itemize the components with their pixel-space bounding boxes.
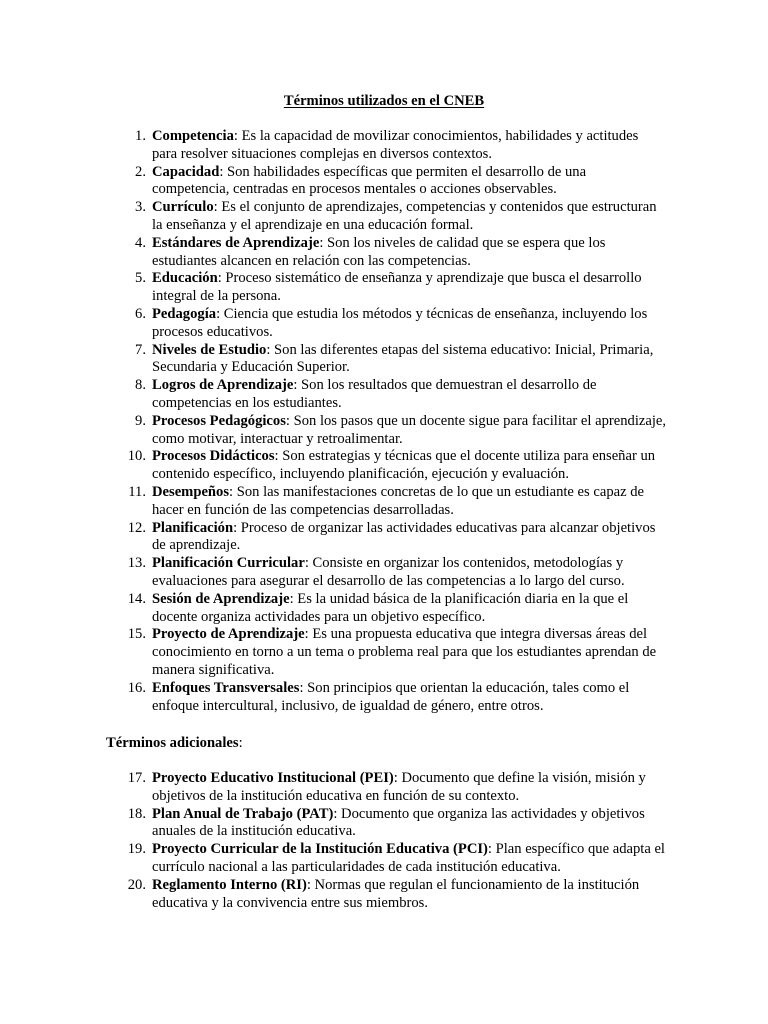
term-name: Logros de Aprendizaje — [152, 377, 294, 394]
term-number: 8. — [135, 377, 146, 394]
term-definition: : Proceso sistemático de enseñanza y aprendizaje que busca el desarrollo integral de la persona. — [152, 270, 642, 305]
term-item — [106, 877, 666, 913]
term-name: Plan Anual de Trabajo (PAT) — [152, 805, 334, 822]
term-definition: : Son las manifestaciones concretas de lo que un estudiante es capaz de hacer en función de las competencias desarrolladas. — [152, 483, 644, 518]
term-number: 1. — [135, 128, 146, 144]
term-name: Estándares de Aprendizaje — [152, 234, 320, 251]
term-name: Proyecto Curricular de la Institución Educativa (PCI) — [152, 841, 488, 858]
term-definition: : Normas que regulan el funcionamiento de la institución educativa y la convivencia entre sus miembros. — [152, 876, 640, 911]
term-item — [106, 484, 666, 520]
term-item — [106, 413, 666, 449]
term-item — [106, 199, 666, 235]
term-definition: : Documento que organiza las actividades y objetivos anuales de la institución educativa. — [152, 805, 645, 840]
term-definition: : Proceso de organizar las actividades educativas para alcanzar objetivos de aprendizaje. — [152, 519, 656, 554]
term-item — [106, 520, 666, 556]
term-name: Educación — [152, 270, 218, 287]
terms-list — [106, 128, 666, 715]
term-definition: : Son los resultados que demuestran el desarrollo de competencias en los estudiantes. — [152, 377, 597, 411]
term-number: 11. — [128, 483, 146, 500]
document-title: Términos utilizados en el CNEB — [283, 93, 485, 109]
term-definition: : Son los pasos que un docente sigue para facilitar el aprendizaje, como motivar, interactuar y retroalimentar. — [152, 412, 667, 447]
term-name: Reglamento Interno (RI) — [152, 876, 307, 893]
term-name: Procesos Pedagógicos — [152, 412, 286, 429]
term-number: 16. — [127, 679, 146, 696]
term-name: Enfoques Transversales — [152, 679, 300, 696]
term-item — [106, 680, 666, 716]
term-name: Capacidad — [152, 163, 220, 180]
term-number: 10. — [127, 448, 146, 465]
term-item — [106, 128, 666, 164]
term-number: 12. — [127, 519, 146, 536]
term-number: 2. — [135, 163, 146, 180]
term-definition: : Es la unidad básica de la planificación diaria en la que el docente organiza actividades para un objetivo específico. — [152, 590, 629, 625]
term-name: Procesos Didácticos — [152, 448, 275, 465]
term-definition: : Son estrategias y técnicas que el docente utiliza para enseñar un contenido específico, incluyendo planificación, ejecución y evaluación. — [152, 448, 656, 483]
term-number: 3. — [135, 199, 146, 216]
term-name: Currículo — [152, 199, 214, 216]
term-item — [106, 235, 666, 271]
term-definition: : Ciencia que estudia los métodos y técnicas de enseñanza, incluyendo los procesos educativos. — [152, 305, 648, 340]
term-item — [106, 377, 666, 413]
term-definition: : Consiste en organizar los contenidos, metodologías y evaluaciones para asegurar el desarrollo de las competencias a lo largo del curso. — [152, 555, 625, 589]
term-item — [106, 626, 666, 679]
term-number: 9. — [135, 412, 146, 429]
additional-terms-heading-colon: : — [238, 735, 243, 751]
term-definition: : Plan específico que adapta el currículo nacional a las particularidades de cada institución educativa. — [152, 841, 665, 875]
term-name: Competencia — [152, 128, 234, 144]
term-name: Proyecto Educativo Institucional (PEI) — [152, 770, 394, 786]
term-name: Niveles de Estudio — [152, 341, 267, 358]
term-number: 20. — [127, 876, 146, 893]
term-item — [106, 306, 666, 342]
term-item — [106, 270, 666, 306]
term-name: Proyecto de Aprendizaje — [152, 626, 305, 643]
term-item — [106, 841, 666, 877]
term-item — [106, 342, 666, 378]
term-item — [106, 806, 666, 842]
term-number: 15. — [127, 626, 146, 643]
term-name: Planificación Curricular — [152, 555, 305, 572]
term-name: Planificación — [152, 519, 234, 536]
term-definition: : Son habilidades específicas que permiten el desarrollo de una competencia, centradas en procesos mentales o acciones observables. — [152, 163, 587, 198]
term-number: 17. — [127, 770, 146, 786]
term-number: 6. — [135, 305, 146, 322]
term-number: 4. — [135, 234, 146, 251]
term-definition: : Son principios que orientan la educación, tales como el enfoque intercultural, inclusivo, de igualdad de género, entre otros. — [152, 679, 630, 714]
term-definition: : Es el conjunto de aprendizajes, competencias y contenidos que estructuran la enseñanza y el aprendizaje en una educación formal. — [152, 199, 657, 233]
term-item — [106, 555, 666, 591]
additional-terms-heading-text: Términos adicionales — [106, 735, 239, 751]
term-definition: : Documento que define la visión, misión y objetivos de la institución educativa en función de su contexto. — [152, 770, 646, 804]
term-number: 5. — [135, 270, 146, 287]
term-number: 14. — [127, 590, 146, 607]
term-item — [106, 164, 666, 200]
term-item — [106, 591, 666, 627]
term-item — [106, 448, 666, 484]
additional-terms-heading — [106, 735, 243, 753]
term-name: Sesión de Aprendizaje — [152, 590, 290, 607]
term-number: 7. — [135, 341, 146, 358]
term-name: Desempeños — [152, 483, 230, 500]
additional-terms-list — [106, 770, 666, 912]
term-number: 13. — [127, 555, 146, 572]
term-definition: : Son los niveles de calidad que se espera que los estudiantes alcancen en relación con las competencias. — [152, 234, 606, 269]
term-definition: : Es una propuesta educativa que integra diversas áreas del conocimiento en torno a un tema o problema real para que los estudiantes aprendan de manera significativa. — [152, 626, 657, 678]
term-definition: : Es la capacidad de movilizar conocimientos, habilidades y actitudes para resolver situaciones complejas en diversos contextos. — [152, 128, 639, 162]
term-number: 18. — [127, 805, 146, 822]
term-number: 19. — [127, 841, 146, 858]
term-name: Pedagogía — [152, 305, 217, 322]
term-item — [106, 770, 666, 806]
term-definition: : Son las diferentes etapas del sistema educativo: Inicial, Primaria, Secundaria y Educación Superior. — [152, 341, 654, 376]
